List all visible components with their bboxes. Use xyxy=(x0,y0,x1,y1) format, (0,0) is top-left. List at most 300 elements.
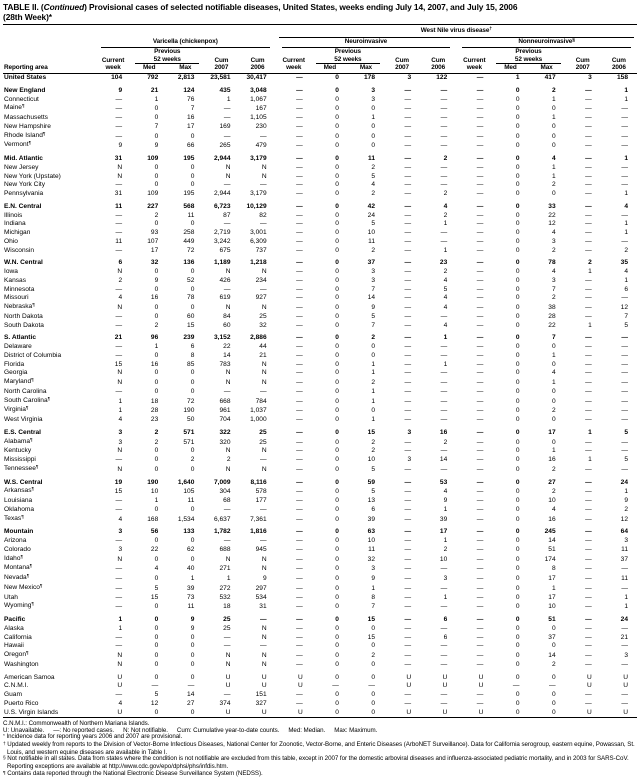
value-cell: 0 xyxy=(190,369,195,377)
value-cell: 84 xyxy=(223,312,231,320)
value-cell: — xyxy=(621,642,628,650)
value-cell: — xyxy=(296,555,303,563)
value-cell: — xyxy=(476,528,484,536)
value-cell: 11 xyxy=(368,237,375,245)
nedss-footnote-mark: ¶ xyxy=(29,564,33,570)
value-cell: 5 xyxy=(154,584,159,592)
value-cell: — xyxy=(440,603,448,611)
value-cell: — xyxy=(476,438,484,446)
value-cell: 85 xyxy=(187,360,195,368)
value-cell: U xyxy=(225,673,231,681)
legend-term: U: Unavailable. xyxy=(3,726,45,734)
value-cell: 11 xyxy=(621,545,628,553)
value-cell: 3 xyxy=(624,652,628,660)
value-cell: 40 xyxy=(187,565,195,573)
value-cell: 0 xyxy=(515,488,520,496)
value-cell: 0 xyxy=(551,708,556,716)
value-cell: — xyxy=(476,105,484,113)
value-cell: 0 xyxy=(515,334,520,342)
value-cell: U xyxy=(297,673,303,681)
value-cell: 0 xyxy=(335,603,339,611)
value-cell: — xyxy=(404,642,412,650)
value-cell: — xyxy=(404,505,412,513)
table-row xyxy=(3,574,637,584)
value-cell: 1 xyxy=(624,276,628,284)
value-cell: N xyxy=(225,379,231,387)
value-cell: 0 xyxy=(190,465,195,473)
footnote-text: Updated weekly from reports to the Division of Vector-Borne Infectious Diseases, National Center for Zoonotic, Vector-Borne, and Enteric Diseases (ArboNET Surveillance). Data for California serogroup, eastern equine, Powassan, St. Louis, and western equine diseases are available in Table I. xyxy=(5,740,635,756)
value-cell: — xyxy=(585,633,592,641)
value-cell: — xyxy=(296,407,303,415)
value-cell: — xyxy=(585,575,592,583)
value-cell: U xyxy=(406,673,412,681)
value-cell: 0 xyxy=(335,360,339,368)
value-cell: 3,179 xyxy=(250,190,267,198)
table-row xyxy=(3,479,637,488)
value-cell: 6 xyxy=(443,616,448,624)
value-cell: N xyxy=(117,163,123,171)
value-cell: 14 xyxy=(367,294,375,302)
value-cell: 0 xyxy=(335,276,339,284)
value-cell: 68 xyxy=(223,497,231,505)
value-cell: — xyxy=(476,285,484,293)
value-cell: 51 xyxy=(548,616,556,624)
value-cell: — xyxy=(296,172,303,180)
value-cell: — xyxy=(621,584,628,592)
value-cell: N xyxy=(117,379,123,387)
reporting-area-cell: Tennessee¶ xyxy=(4,464,39,472)
value-cell: 10 xyxy=(367,537,375,545)
value-cell: — xyxy=(404,211,412,219)
value-cell: 1,640 xyxy=(177,478,195,486)
value-cell: — xyxy=(476,276,484,284)
value-cell: 0 xyxy=(371,142,375,150)
value-cell: — xyxy=(585,155,592,163)
value-cell: 44 xyxy=(259,343,267,351)
value-cell: 0 xyxy=(154,163,159,171)
value-cell: — xyxy=(476,515,484,523)
value-cell: — xyxy=(476,211,484,219)
value-cell: 0 xyxy=(515,528,520,536)
value-cell: — xyxy=(621,163,628,171)
value-cell: — xyxy=(440,122,448,130)
value-cell: — xyxy=(296,246,303,254)
reporting-area-cell: Guam xyxy=(4,691,22,699)
value-cell: 3 xyxy=(118,438,123,446)
reporting-area-cell: E.S. Central xyxy=(4,428,42,436)
value-cell: — xyxy=(476,633,484,641)
value-cell: — xyxy=(296,211,303,219)
value-cell: — xyxy=(404,220,412,228)
table-row xyxy=(3,303,637,313)
value-cell: 2 xyxy=(154,211,159,219)
value-cell: 0 xyxy=(335,334,339,342)
value-cell: 0 xyxy=(190,537,195,545)
table-row xyxy=(3,96,637,105)
value-cell: — xyxy=(585,304,592,312)
value-cell: — xyxy=(296,294,303,302)
table-row xyxy=(3,594,637,603)
value-cell: — xyxy=(260,220,267,228)
value-cell: 0 xyxy=(515,369,520,377)
value-cell: 258 xyxy=(183,229,195,237)
footnote-marker: § xyxy=(3,756,6,762)
value-cell: 0 xyxy=(551,360,556,368)
col-header-cum: Cum xyxy=(611,56,626,64)
value-cell: — xyxy=(476,312,484,320)
value-cell: — xyxy=(476,334,484,342)
value-cell: — xyxy=(404,545,412,553)
value-cell: 12 xyxy=(620,304,628,312)
value-cell: — xyxy=(585,276,592,284)
value-cell: 24 xyxy=(620,616,628,624)
value-cell: 0 xyxy=(335,708,339,716)
value-cell: 0 xyxy=(335,229,339,237)
reporting-area-cell: Delaware xyxy=(4,343,32,351)
value-cell: — xyxy=(296,86,303,94)
value-cell: 28 xyxy=(548,312,556,320)
value-cell: 0 xyxy=(515,294,520,302)
value-cell: 0 xyxy=(551,343,556,351)
value-cell: 0 xyxy=(515,246,520,254)
value-cell: 0 xyxy=(335,565,339,573)
value-cell: 2 xyxy=(551,660,556,668)
table-row xyxy=(3,212,637,221)
value-cell: 1,816 xyxy=(250,528,267,536)
value-cell: 0 xyxy=(335,294,339,302)
value-cell: — xyxy=(404,246,412,254)
value-cell: 15 xyxy=(150,593,159,601)
value-cell: 24 xyxy=(367,211,375,219)
value-cell: 8 xyxy=(190,351,195,359)
reporting-area-cell: Puerto Rico xyxy=(4,699,39,707)
value-cell: 0 xyxy=(335,407,339,415)
value-cell: 2 xyxy=(371,334,375,342)
value-cell: — xyxy=(296,105,303,113)
value-cell: 1 xyxy=(190,575,195,583)
title-prefix: TABLE II. ( xyxy=(3,2,44,12)
value-cell: — xyxy=(512,682,520,690)
col-header-cum: Cum xyxy=(431,56,446,64)
value-cell: — xyxy=(476,660,484,668)
value-cell: — xyxy=(296,633,303,641)
value-cell: — xyxy=(621,407,628,415)
value-cell: 4 xyxy=(551,369,556,377)
value-cell: — xyxy=(621,624,628,632)
value-cell: — xyxy=(223,132,231,140)
value-cell: — xyxy=(585,360,592,368)
value-cell: — xyxy=(621,397,628,405)
value-cell: — xyxy=(115,220,123,228)
value-cell: — xyxy=(440,142,448,150)
value-cell: 3,242 xyxy=(213,237,231,245)
value-cell: 16 xyxy=(150,360,159,368)
value-cell: 2 xyxy=(371,379,375,387)
value-cell: — xyxy=(296,699,303,707)
table-row xyxy=(3,447,637,456)
value-cell: — xyxy=(404,237,412,245)
value-cell: 72 xyxy=(187,397,195,405)
value-cell: 22 xyxy=(548,321,556,329)
value-cell: 73 xyxy=(187,593,195,601)
nedss-footnote-mark: ¶ xyxy=(32,303,35,309)
value-cell: — xyxy=(296,528,303,536)
value-cell: — xyxy=(296,456,303,464)
value-cell: 0 xyxy=(335,497,339,505)
value-cell: 66 xyxy=(187,142,195,150)
value-cell: 0 xyxy=(515,497,520,505)
reporting-area-cell: Georgia xyxy=(4,369,28,377)
value-cell: 0 xyxy=(190,652,195,660)
table-row xyxy=(3,104,637,114)
value-cell: 190 xyxy=(147,478,159,486)
reporting-area-cell: New Hampshire xyxy=(4,122,51,130)
nedss-footnote-mark: ¶ xyxy=(39,583,43,589)
value-cell: 0 xyxy=(154,379,159,387)
value-cell: — xyxy=(440,407,448,415)
value-cell: — xyxy=(585,603,592,611)
value-cell: — xyxy=(115,537,123,545)
value-cell: — xyxy=(296,321,303,329)
value-cell: 0 xyxy=(515,691,520,699)
value-cell: — xyxy=(404,447,412,455)
value-cell: U xyxy=(117,682,123,690)
value-cell: — xyxy=(440,584,448,592)
value-cell: 21 xyxy=(259,351,267,359)
value-cell: 0 xyxy=(190,304,195,312)
value-cell: — xyxy=(115,343,123,351)
value-cell: 0 xyxy=(335,155,339,163)
table-row xyxy=(3,497,637,506)
value-cell: — xyxy=(404,537,412,545)
value-cell: — xyxy=(621,465,628,473)
nedss-footnote-mark: ¶ xyxy=(31,378,34,384)
value-cell: 0 xyxy=(515,259,520,267)
value-cell: 35 xyxy=(620,259,628,267)
value-cell: — xyxy=(404,334,412,342)
value-cell: — xyxy=(476,163,484,171)
value-cell: 0 xyxy=(335,163,339,171)
value-cell: — xyxy=(585,142,592,150)
value-cell: 6 xyxy=(118,259,123,267)
value-cell: — xyxy=(115,575,123,583)
value-cell: — xyxy=(296,360,303,368)
value-cell: 3,152 xyxy=(213,334,231,342)
value-cell: 1 xyxy=(371,387,375,395)
value-cell: N xyxy=(117,465,123,473)
value-cell: 0 xyxy=(335,555,339,563)
value-cell: 151 xyxy=(255,691,267,699)
value-cell: — xyxy=(440,351,448,359)
value-cell: 1 xyxy=(551,351,556,359)
value-cell: 0 xyxy=(515,86,520,94)
value-cell: 16 xyxy=(548,515,556,523)
value-cell: — xyxy=(585,555,592,563)
reporting-area-cell: South Dakota xyxy=(4,321,44,329)
value-cell: — xyxy=(296,691,303,699)
value-cell: — xyxy=(621,360,628,368)
value-cell: 3 xyxy=(407,428,412,436)
value-cell: 0 xyxy=(515,268,520,276)
value-cell: 0 xyxy=(190,379,195,387)
value-cell: 16 xyxy=(187,114,195,122)
value-cell: 4 xyxy=(443,202,448,210)
value-cell: 23 xyxy=(439,259,448,267)
table-row xyxy=(3,123,637,132)
value-cell: — xyxy=(296,642,303,650)
value-cell: — xyxy=(115,456,123,464)
value-cell: 0 xyxy=(335,142,339,150)
value-cell: 3 xyxy=(551,237,556,245)
value-cell: 25 xyxy=(259,428,267,436)
value-cell: 0 xyxy=(371,132,375,140)
value-cell: — xyxy=(115,229,123,237)
table-row xyxy=(3,173,637,182)
value-cell: 39 xyxy=(439,515,448,523)
table-row xyxy=(3,674,637,683)
value-cell: N xyxy=(261,304,267,312)
value-cell: 0 xyxy=(515,456,520,464)
value-cell: 0 xyxy=(551,142,556,150)
value-cell: N xyxy=(225,660,231,668)
table-row xyxy=(3,537,637,546)
value-cell: 945 xyxy=(255,545,267,553)
reporting-area-cell: Alaska xyxy=(4,624,24,632)
value-cell: 11 xyxy=(187,497,195,505)
value-cell: 9 xyxy=(190,624,195,632)
footnote-cnmi: C.N.M.I.: Commonwealth of Northern Mariana Islands. xyxy=(3,719,150,727)
nedss-footnote-mark: ¶ xyxy=(26,574,30,580)
value-cell: 578 xyxy=(255,488,267,496)
value-cell: — xyxy=(585,642,592,650)
value-cell: 16 xyxy=(548,456,556,464)
value-cell: 0 xyxy=(515,360,520,368)
value-cell: 9 xyxy=(262,575,267,583)
value-cell: — xyxy=(476,220,484,228)
value-cell: 10 xyxy=(548,603,556,611)
value-cell: 5 xyxy=(371,220,375,228)
value-cell: — xyxy=(404,105,412,113)
value-cell: 5 xyxy=(443,285,448,293)
value-cell: — xyxy=(296,593,303,601)
value-cell: 2 xyxy=(551,465,556,473)
value-cell: — xyxy=(476,202,484,210)
value-cell: — xyxy=(476,304,484,312)
table-row xyxy=(3,277,637,286)
value-cell: 78 xyxy=(187,294,195,302)
value-cell: 1 xyxy=(118,616,123,624)
value-cell: 14 xyxy=(548,537,556,545)
value-cell: — xyxy=(296,565,303,573)
col-header-reporting-area: Reporting area xyxy=(3,64,95,73)
value-cell: — xyxy=(621,438,628,446)
value-cell: 78 xyxy=(548,259,556,267)
value-cell: 15 xyxy=(367,428,375,436)
value-cell: 0 xyxy=(335,369,339,377)
value-cell: 0 xyxy=(335,86,339,94)
value-cell: 0 xyxy=(515,142,520,150)
value-cell: — xyxy=(296,114,303,122)
value-cell: 2 xyxy=(443,190,448,198)
value-cell: 0 xyxy=(335,181,339,189)
value-cell: — xyxy=(115,114,123,122)
value-cell: — xyxy=(260,181,267,189)
value-cell: — xyxy=(115,593,123,601)
value-cell: — xyxy=(296,95,303,103)
value-cell: 0 xyxy=(335,122,339,130)
reporting-area-cell: West Virginia xyxy=(4,416,43,424)
value-cell: — xyxy=(476,369,484,377)
value-cell: 21 xyxy=(620,633,628,641)
value-cell: — xyxy=(440,379,448,387)
value-cell: 4 xyxy=(154,565,159,573)
value-cell: 178 xyxy=(363,74,375,82)
nedss-footnote-mark: ¶ xyxy=(21,104,25,110)
value-cell: 0 xyxy=(335,202,339,210)
value-cell: 0 xyxy=(154,660,159,668)
value-cell: 109 xyxy=(147,190,159,198)
value-cell: — xyxy=(440,229,448,237)
reporting-area-cell: W.S. Central xyxy=(4,478,43,486)
table-row xyxy=(3,406,637,416)
value-cell: 3 xyxy=(371,268,375,276)
value-cell: 0 xyxy=(515,642,520,650)
value-cell: 0 xyxy=(190,673,195,681)
value-cell: — xyxy=(440,132,448,140)
value-cell: 0 xyxy=(190,447,195,455)
value-cell: N xyxy=(225,268,231,276)
value-cell: 0 xyxy=(335,172,339,180)
value-cell: 133 xyxy=(183,528,195,536)
value-cell: — xyxy=(296,488,303,496)
title-main: ) Provisional cases of selected notifiable diseases, United States, weeks ending July 14, 2007, and July 15, 2006 xyxy=(84,2,518,12)
value-cell: — xyxy=(223,114,231,122)
footnote-text: Not notifiable in all states. Data from states where the condition is not notifiable are excluded from this table, except in 2007 for the domestic arboviral diseases and influenza-associated pediatric mortality, and in 2003 for SARS-CoV. Reporting exceptions are available at http://www.cdc.gov/epo/dphsi/phs/infdis.htm. xyxy=(5,755,629,771)
value-cell: 72 xyxy=(187,246,195,254)
value-cell: 1 xyxy=(588,321,592,329)
footnote-text: Incidence data for reporting years 2006 and 2007 are provisional. xyxy=(4,733,183,741)
value-cell: — xyxy=(621,211,628,219)
value-cell: — xyxy=(223,387,231,395)
col-header-cum: Cum xyxy=(214,56,229,64)
value-cell: 449 xyxy=(183,237,195,245)
value-cell: 5 xyxy=(624,428,628,436)
value-cell: — xyxy=(296,181,303,189)
value-cell: 0 xyxy=(335,528,339,536)
reporting-area-cell: American Samoa xyxy=(4,673,55,681)
value-cell: — xyxy=(296,616,303,624)
value-cell: N xyxy=(225,304,231,312)
value-cell: U xyxy=(478,673,484,681)
value-cell: 168 xyxy=(147,515,159,523)
value-cell: 0 xyxy=(515,624,520,632)
value-cell: 22 xyxy=(223,343,231,351)
value-cell: — xyxy=(585,114,592,122)
value-cell: — xyxy=(404,528,412,536)
value-cell: 2,944 xyxy=(213,190,231,198)
value-cell: — xyxy=(404,379,412,387)
value-cell: 7 xyxy=(371,321,375,329)
value-cell: 0 xyxy=(335,616,339,624)
value-cell: — xyxy=(404,122,412,130)
table-row xyxy=(3,429,637,438)
value-cell: 1 xyxy=(371,416,375,424)
table-row xyxy=(3,378,637,388)
value-cell: N xyxy=(261,360,267,368)
reporting-area-cell: C.N.M.I. xyxy=(4,682,29,690)
value-cell: 961 xyxy=(219,407,231,415)
value-cell: N xyxy=(261,172,267,180)
